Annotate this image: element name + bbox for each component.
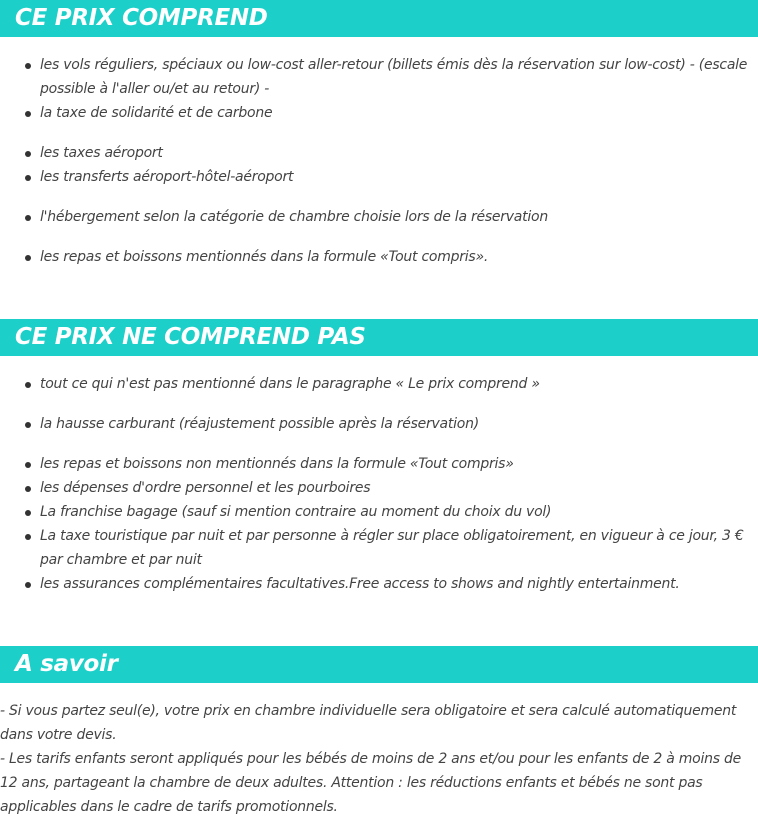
list-item: la taxe de solidarité et de carbone [0,101,758,125]
section-header-included [0,0,758,37]
info-paragraph: - Si vous partez seul(e), votre prix en chambre individuelle sera obligatoire et sera calculé automatiquement dans votre devis. [0,703,737,743]
list-item: les repas et boissons mentionnés dans la formule «Tout compris». [0,245,758,269]
list-item: La franchise bagage (sauf si mention contraire au moment du choix du vol) [0,500,758,524]
section-header-info [0,646,758,683]
list-item: les transferts aéroport-hôtel-aéroport [0,165,758,189]
section-title-excluded: CE PRIX NE COMPREND PAS [15,324,366,350]
section-title-info: A savoir [15,651,118,677]
list-item: tout ce qui n'est pas mentionné dans le paragraphe « Le prix comprend » [0,372,758,396]
list-item: les assurances complémentaires facultatives.Free access to shows and nightly entertainment. [0,572,758,596]
list-item: la hausse carburant (réajustement possible après la réservation) [0,412,758,436]
list-item: les dépenses d'ordre personnel et les pourboires [0,476,758,500]
list-item: les repas et boissons non mentionnés dans la formule «Tout compris» [0,452,758,476]
list-item: les vols réguliers, spéciaux ou low-cost aller-retour (billets émis dès la réservation sur low-cost) - (escale possible à l'aller ou/et au retour) - [0,53,758,101]
excluded-list [0,372,758,596]
info-text [0,699,756,819]
section-header-excluded [0,319,758,356]
list-item: La taxe touristique par nuit et par personne à régler sur place obligatoirement, en vigueur à ce jour, 3 € par chambre et par nuit [0,524,758,572]
list-item: les taxes aéroport [0,141,758,165]
included-list [0,53,758,269]
section-title-included: CE PRIX COMPREND [15,5,268,31]
list-item: l'hébergement selon la catégorie de chambre choisie lors de la réservation [0,205,758,229]
info-paragraph: - Les tarifs enfants seront appliqués pour les bébés de moins de 2 ans et/ou pour les enfants de 2 à moins de 12 ans, partageant la chambre de deux adultes. Attention : les réductions enfants et bébés ne sont pas applicables dans le cadre de tarifs promotionnels. [0,751,742,815]
